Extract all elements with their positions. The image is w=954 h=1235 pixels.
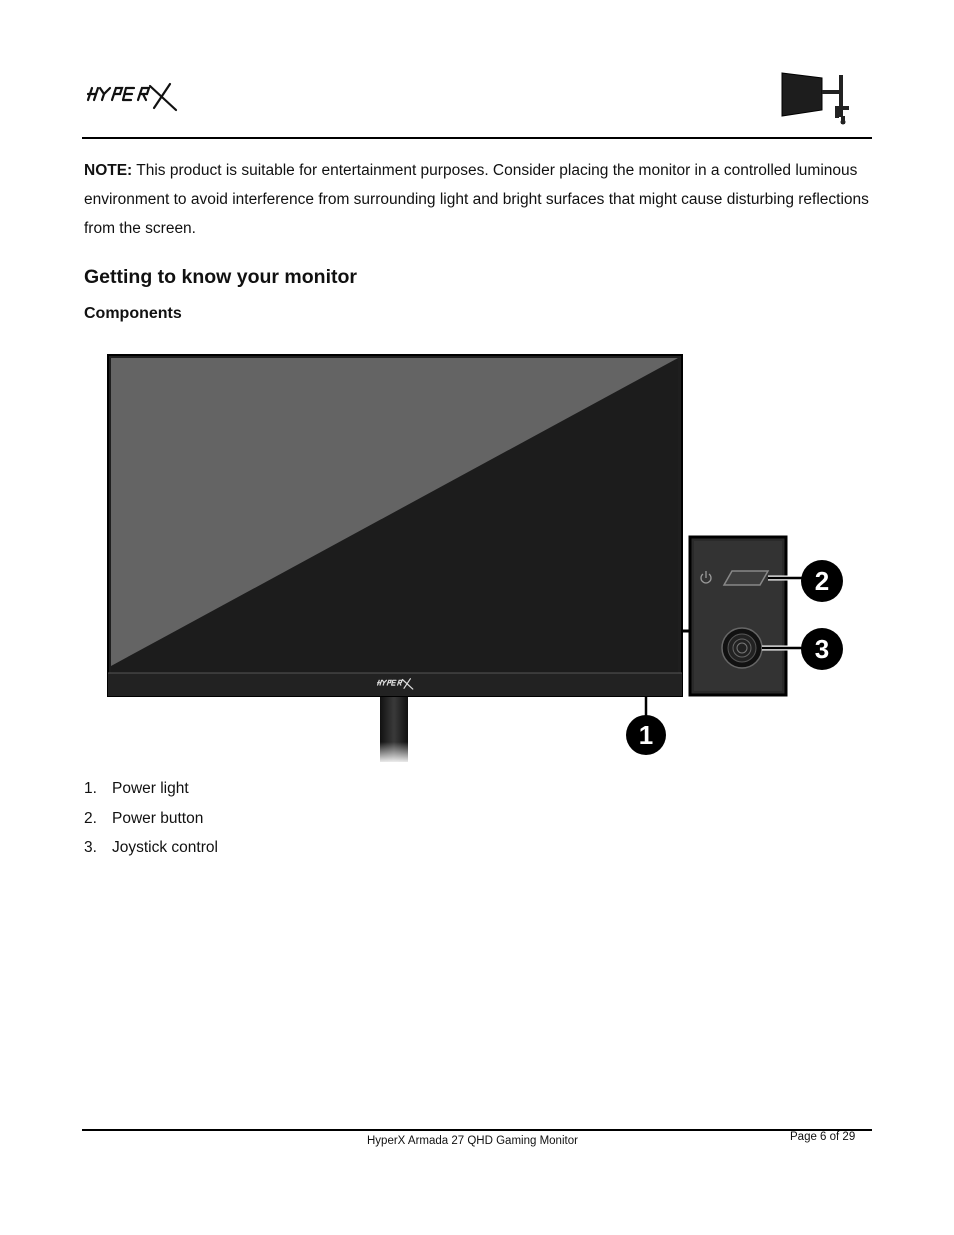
list-item	[84, 806, 218, 836]
list-item-label: Power light	[112, 780, 189, 797]
callout-1	[626, 715, 666, 755]
monitor-display	[108, 355, 682, 696]
callout-2	[801, 560, 843, 602]
list-item	[84, 776, 218, 806]
controls-detail-inset	[690, 537, 786, 695]
list-item-number: 3.	[84, 839, 97, 856]
monitor-stand	[378, 694, 410, 764]
note-label: NOTE:	[84, 162, 133, 179]
footer-page-number: Page 6 of 29	[790, 1131, 856, 1143]
list-item-number: 1.	[84, 780, 97, 797]
note-text: This product is suitable for entertainment purposes. Consider placing the monitor in a controlled luminous environment to avoid interference from surrounding light and bright surfaces that might cause disturbing reflections from the screen.	[84, 162, 869, 237]
note-paragraph	[84, 156, 874, 243]
list-item-number: 2.	[84, 809, 97, 827]
monitor-arm-icon	[778, 70, 854, 126]
svg-text:3: 3	[814, 634, 830, 664]
hyperx-logo-icon	[84, 80, 184, 112]
callout-3	[801, 628, 843, 670]
section-heading: Getting to know your monitor	[84, 266, 357, 288]
components-heading: Components	[84, 305, 182, 322]
list-item-label: Power button	[112, 809, 204, 827]
svg-text:2: 2	[814, 566, 830, 596]
monitor-components-figure	[100, 350, 860, 770]
header-divider	[82, 137, 872, 139]
footer-document-title: HyperX Armada 27 QHD Gaming Monitor	[367, 1135, 578, 1147]
components-list	[84, 776, 218, 865]
joystick-graphic	[722, 628, 762, 668]
power-button-graphic	[724, 571, 768, 585]
footer-divider	[82, 1129, 872, 1131]
list-item	[84, 835, 218, 865]
list-item-label: Joystick control	[112, 839, 218, 856]
svg-text:1: 1	[638, 720, 654, 750]
